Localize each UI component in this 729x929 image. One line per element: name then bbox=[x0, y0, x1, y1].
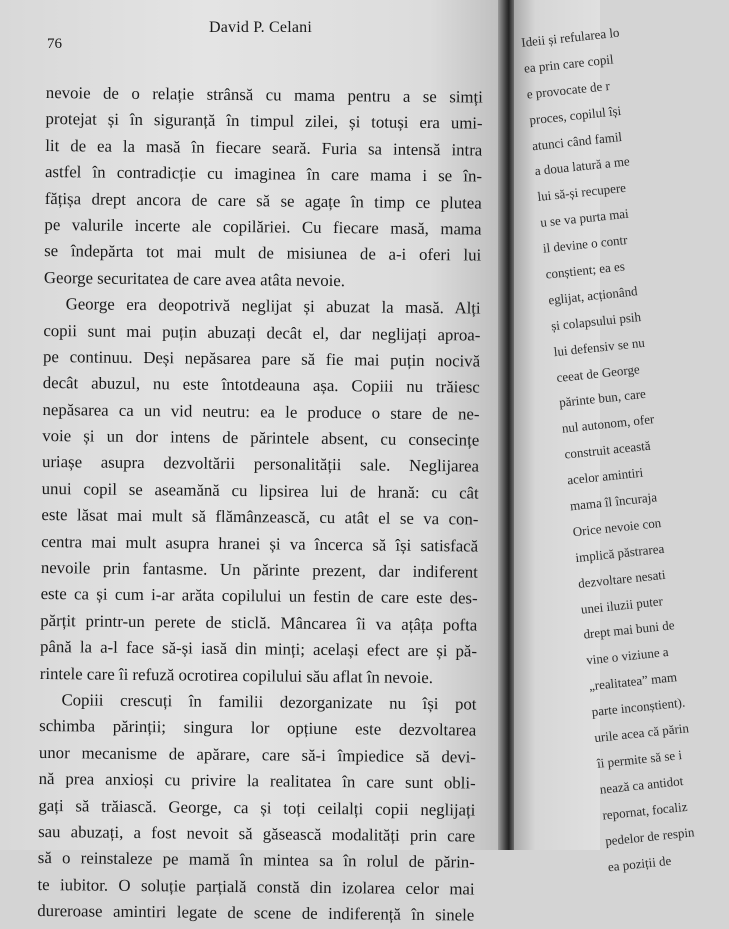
text-line: Copiii crescuți în familii dezorganizate nu își pot bbox=[61, 690, 477, 714]
right-page-line: lui defensiv se nu bbox=[552, 334, 646, 359]
text-line: lit de ea la masă în fiecare seară. Furia sa intensă intra bbox=[45, 135, 483, 160]
right-page-line: atunci când famil bbox=[531, 128, 623, 153]
text-line: schimba părinții; singura lor opțiune este dezvoltarea bbox=[39, 716, 477, 740]
body-text bbox=[37, 80, 483, 929]
right-page-line: mama îl încuraja bbox=[569, 489, 658, 514]
text-line: voie și un dor intens de părintele absent, cu consecințe bbox=[42, 426, 480, 450]
text-line: fățișa drept ancora de care să se agațe în timp ce plutea bbox=[44, 188, 482, 213]
right-page-line: construit această bbox=[563, 437, 652, 462]
right-page-line: eglijat, acționând bbox=[547, 283, 639, 308]
right-page-line: parte inconștient). bbox=[590, 694, 686, 720]
right-page-line: il devine o contr bbox=[542, 232, 629, 256]
text-line: te iubitor. O soluție parțială constă din izolarea celor mai bbox=[37, 874, 475, 899]
page-number: 76 bbox=[47, 36, 62, 52]
text-line: pe valurile incerte ale copilăriei. Cu fiecare masă, mama bbox=[44, 214, 482, 239]
text-line: George era deopotrivă neglijat și abuzat la masă. Alți bbox=[65, 294, 481, 318]
text-line: uriașe asupra dezvoltării personalității sale. Neglijarea bbox=[41, 452, 480, 477]
right-page-line: u se va purta mai bbox=[539, 205, 630, 231]
right-page-line: ea poziții de bbox=[607, 852, 672, 874]
text-line: nepăsarea ca un vid neutru: ea le produce o stare de ne- bbox=[42, 399, 480, 424]
text-line: nă prea anxioși cu privire la realitatea în care sunt obli- bbox=[38, 769, 476, 793]
right-page-line: urile acea că părin bbox=[593, 720, 690, 746]
right-page-line: Orice nevoie con bbox=[571, 514, 662, 540]
right-page-line: drept mai buni de bbox=[582, 617, 676, 643]
right-page-line: vine o viziune a bbox=[585, 644, 670, 668]
right-page-line: e provocate de r bbox=[525, 77, 611, 102]
text-line: centra mai mult asupra hranei și va încerca să își satisfacă bbox=[41, 531, 479, 556]
text-line: gați să trăiască. George, ca și toți ceilalți copii neglijați bbox=[38, 795, 476, 820]
text-line: protejat și în siguranță în timpul zilei, și totuși era umi- bbox=[45, 109, 483, 133]
right-page-line: „realitatea” mam bbox=[588, 669, 678, 694]
text-line: este lăsat mai mult să flămânzească, cu atât el se va con- bbox=[41, 505, 479, 529]
text-line: până la a-l face să-și iasă din minți; același efect are și pă- bbox=[39, 637, 478, 661]
text-line: este ca și cum i-ar arăta copilului un festin de care este des- bbox=[40, 584, 478, 608]
right-page-text bbox=[520, 17, 729, 879]
text-line: nevoile prin fantasme. Un părinte prezent, dar indiferent bbox=[40, 558, 478, 582]
right-page-line: ceeat de George bbox=[555, 360, 641, 385]
right-page-line: dezvoltare nesati bbox=[577, 566, 667, 591]
text-line: decât abuzul, nu este întotdeauna așa. Copiii nu trăiesc bbox=[42, 373, 480, 397]
text-line: sau abuzați, a fost nevoit să găsească modalități prin care bbox=[38, 821, 476, 846]
text-line: să o reinstaleze pe mamă în mintea sa în rolul de părin- bbox=[37, 848, 475, 872]
right-page-line: părinte bun, care bbox=[558, 386, 647, 411]
right-page-line: lui să-și recupere bbox=[536, 180, 627, 205]
text-line: părțit printr-un perete de sticlă. Mâncarea îi va ațâța pofta bbox=[40, 610, 478, 635]
right-page-line: proces, copilul își bbox=[528, 102, 622, 128]
right-page-line: repornat, focaliz bbox=[601, 798, 689, 823]
right-page-line: unei iluzii puter bbox=[580, 592, 664, 617]
text-line: dureroase amintiri legate de scene de indiferență în sinele bbox=[37, 901, 475, 925]
right-page-line: ea prin care copil bbox=[523, 51, 615, 76]
text-line: George securitatea de care avea atâta nevoie. bbox=[43, 267, 346, 290]
right-page-line: implică păstrarea bbox=[574, 540, 665, 565]
right-page-line: nează ca antidot bbox=[599, 772, 684, 797]
running-head: David P. Celani bbox=[209, 19, 312, 36]
right-page-line: nul autonom, ofer bbox=[561, 411, 655, 437]
text-line: pe continuu. Deși nepăsarea pare să fie mai puțin nocivă bbox=[43, 346, 481, 371]
text-line: nevoie de o relație strânsă cu mama pentru a se simți bbox=[45, 82, 483, 107]
right-page-line: conștient; ea es bbox=[544, 258, 626, 282]
text-line: copii sunt mai puțin abuzați decât el, dar neglijați aproa- bbox=[43, 320, 481, 345]
right-page-line: îi permite să se i bbox=[596, 747, 683, 771]
text-line: unui copil se aseamănă cu lipsirea lui de hrană: cu cât bbox=[41, 478, 479, 503]
right-page-line: pedelor de respin bbox=[604, 823, 696, 849]
right-page-line: a doua latură a me bbox=[534, 153, 631, 179]
text-line: se îndepărta tot mai mult de misiunea de a-i oferi lui bbox=[44, 241, 482, 265]
right-page-line: acelor amintiri bbox=[566, 464, 644, 488]
text-line: unor mecanisme de apărare, care să-i împiedice să devi- bbox=[38, 742, 477, 767]
right-page bbox=[514, 0, 696, 874]
right-page-line: Ideii și refulareа lo bbox=[520, 24, 621, 50]
right-page-line: și colapsului psih bbox=[550, 308, 642, 334]
text-line: rintele care îi refuză ocrotirea copilului său aflat în nevoie. bbox=[39, 663, 434, 687]
text-line: astfel în contradicție cu imaginea în care mama i se în- bbox=[44, 162, 483, 186]
